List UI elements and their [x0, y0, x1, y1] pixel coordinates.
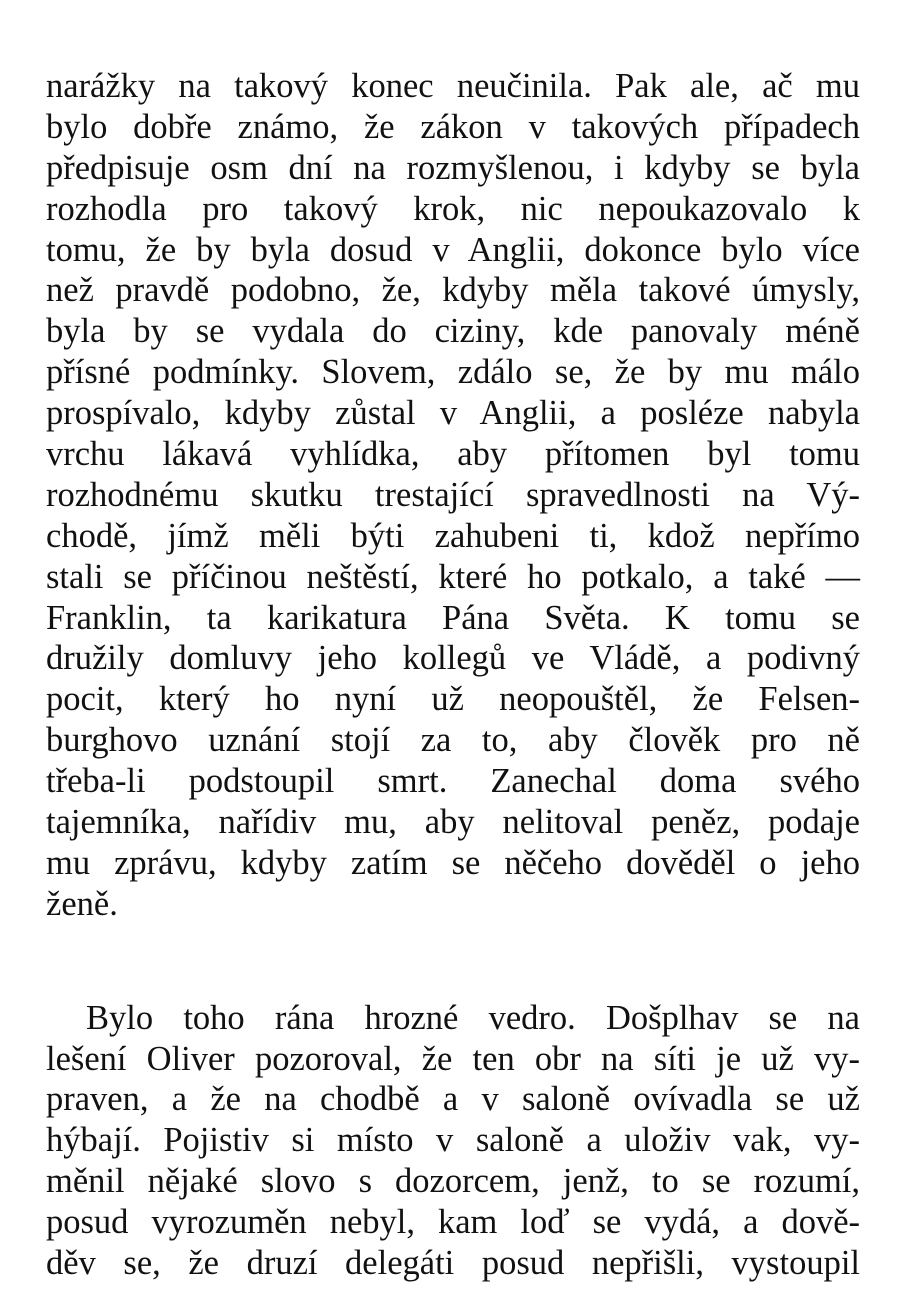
text-line: mu zprávu, kdyby zatím se něčeho dověděl o jeho [46, 843, 860, 882]
text-line: rozhodla pro takový krok, nic nepoukazovalo k [46, 189, 860, 228]
text-line: Franklin, ta karikatura Pána Světa. K tomu se [46, 598, 860, 637]
book-page [46, 66, 860, 1284]
text-line: stali se příčinou neštěstí, které ho potkalo, a také — [46, 557, 860, 596]
text-line: Bylo toho rána hrozné vedro. Došplhav se na [86, 998, 860, 1037]
text-line: prospívalo, kdyby zůstal v Anglii, a posléze nabyla [46, 394, 860, 433]
text-line: burghovo uznání stojí za to, aby člověk pro ně [46, 721, 860, 760]
text-line: byla by se vydala do ciziny, kde panovaly méně [46, 312, 860, 351]
text-line: posud vyrozuměn nebyl, kam loď se vydá, a dově- [46, 1203, 860, 1242]
text-line: pocit, který ho nyní už neopouštěl, že Felsen- [46, 680, 860, 719]
text-line: bylo dobře známo, že zákon v takových případech [46, 107, 860, 146]
text-line: vrchu lákavá vyhlídka, aby přítomen byl tomu [46, 435, 860, 474]
text-line: přísné podmínky. Slovem, zdálo se, že by mu málo [46, 353, 860, 392]
text-line: třeba-li podstoupil smrt. Zanechal doma svého [46, 762, 860, 801]
text-line: narážky na takový konec neučinila. Pak ale, ač mu [46, 67, 860, 105]
paragraph-2 [46, 998, 860, 1284]
text-line: hýbají. Pojistiv si místo v saloně a uloživ vak, vy- [46, 1121, 860, 1160]
text-line: rozhodnému skutku trestající spravedlnosti na Vý- [46, 475, 860, 514]
text-line: tajemníka, nařídiv mu, aby nelitoval peněz, podaje [46, 803, 860, 842]
paragraph-1 [46, 66, 860, 925]
text-line: než pravdě podobno, že, kdyby měla takové úmysly, [46, 271, 860, 310]
text-line: lešení Oliver pozoroval, že ten obr na síti je už vy- [46, 1039, 860, 1078]
text-line: družily domluvy jeho kollegů ve Vládě, a podivný [46, 639, 860, 678]
text-line: měnil nějaké slovo s dozorcem, jenž, to se rozumí, [46, 1162, 860, 1201]
paragraph-spacer [46, 925, 860, 998]
text-line: chodě, jímž měli býti zahubeni ti, kdož nepřímo [46, 516, 860, 555]
text-line: praven, a že na chodbě a v saloně ovívadla se už [46, 1080, 860, 1119]
text-line: tomu, že by byla dosud v Anglii, dokonce bylo více [46, 230, 860, 269]
text-line: předpisuje osm dní na rozmyšlenou, i kdyby se byla [46, 148, 860, 187]
text-line: děv se, že druzí delegáti posud nepřišli, vystoupil [46, 1244, 860, 1283]
text-line: ženě. [46, 884, 118, 923]
